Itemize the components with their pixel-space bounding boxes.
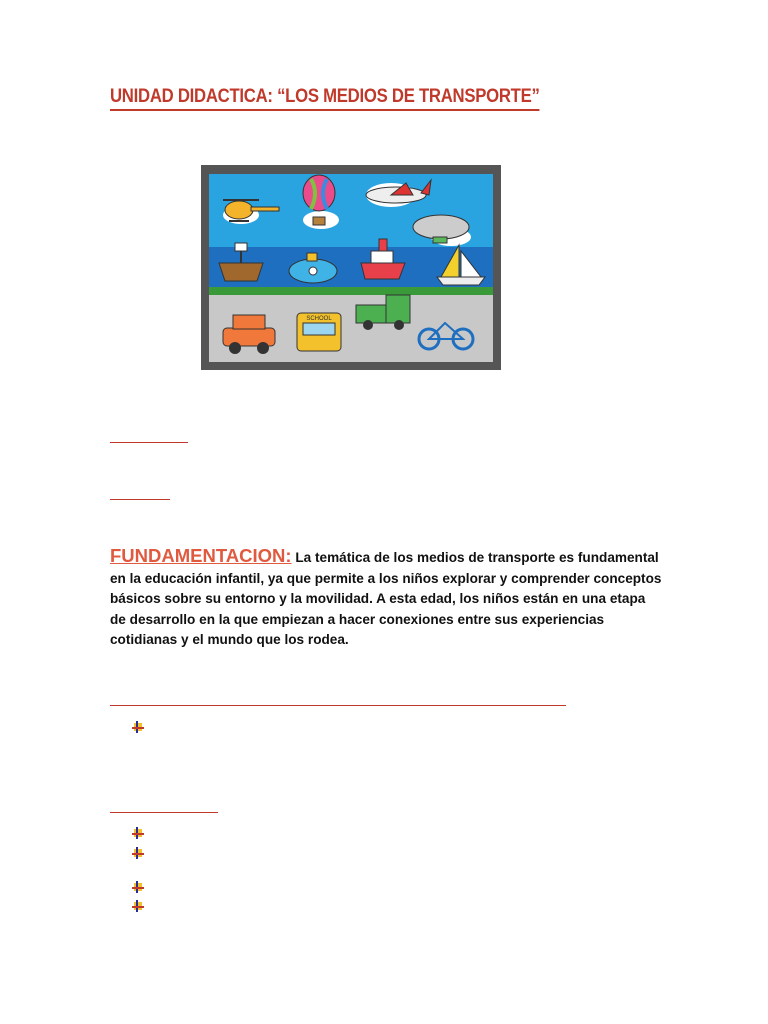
blank-heading-line — [110, 812, 218, 813]
fundamentacion-paragraph — [110, 546, 662, 651]
fundamentacion-text: La temática de los medios de transporte es fundamental en la educación infantil, ya que permite a los niños explorar y comprender conceptos básicos sobre su entorno y la movilidad. A esta edad, los niños están en una etapa de desarrollo en la que empiezan a hacer conexiones entre sus experiencias cotidianas y el mundo que los rodea. — [110, 550, 662, 647]
bullet-icon — [132, 720, 146, 734]
bullet-icon — [132, 846, 146, 860]
bus-sign: SCHOOL — [306, 316, 332, 322]
transport-illustration — [201, 165, 501, 370]
blank-heading-line — [110, 442, 188, 443]
grass — [209, 287, 493, 295]
fundamentacion-label: FUNDAMENTACION: — [110, 545, 292, 566]
document-title: UNIDAD DIDACTICA: “LOS MEDIOS DE TRANSPORTE” — [110, 86, 540, 111]
bullet-icon — [132, 880, 146, 894]
school-bus-icon — [297, 313, 341, 351]
bullet-icon — [132, 899, 146, 913]
bullet-icon — [132, 826, 146, 840]
blank-heading-line — [110, 499, 170, 500]
blank-heading-line — [110, 705, 566, 706]
